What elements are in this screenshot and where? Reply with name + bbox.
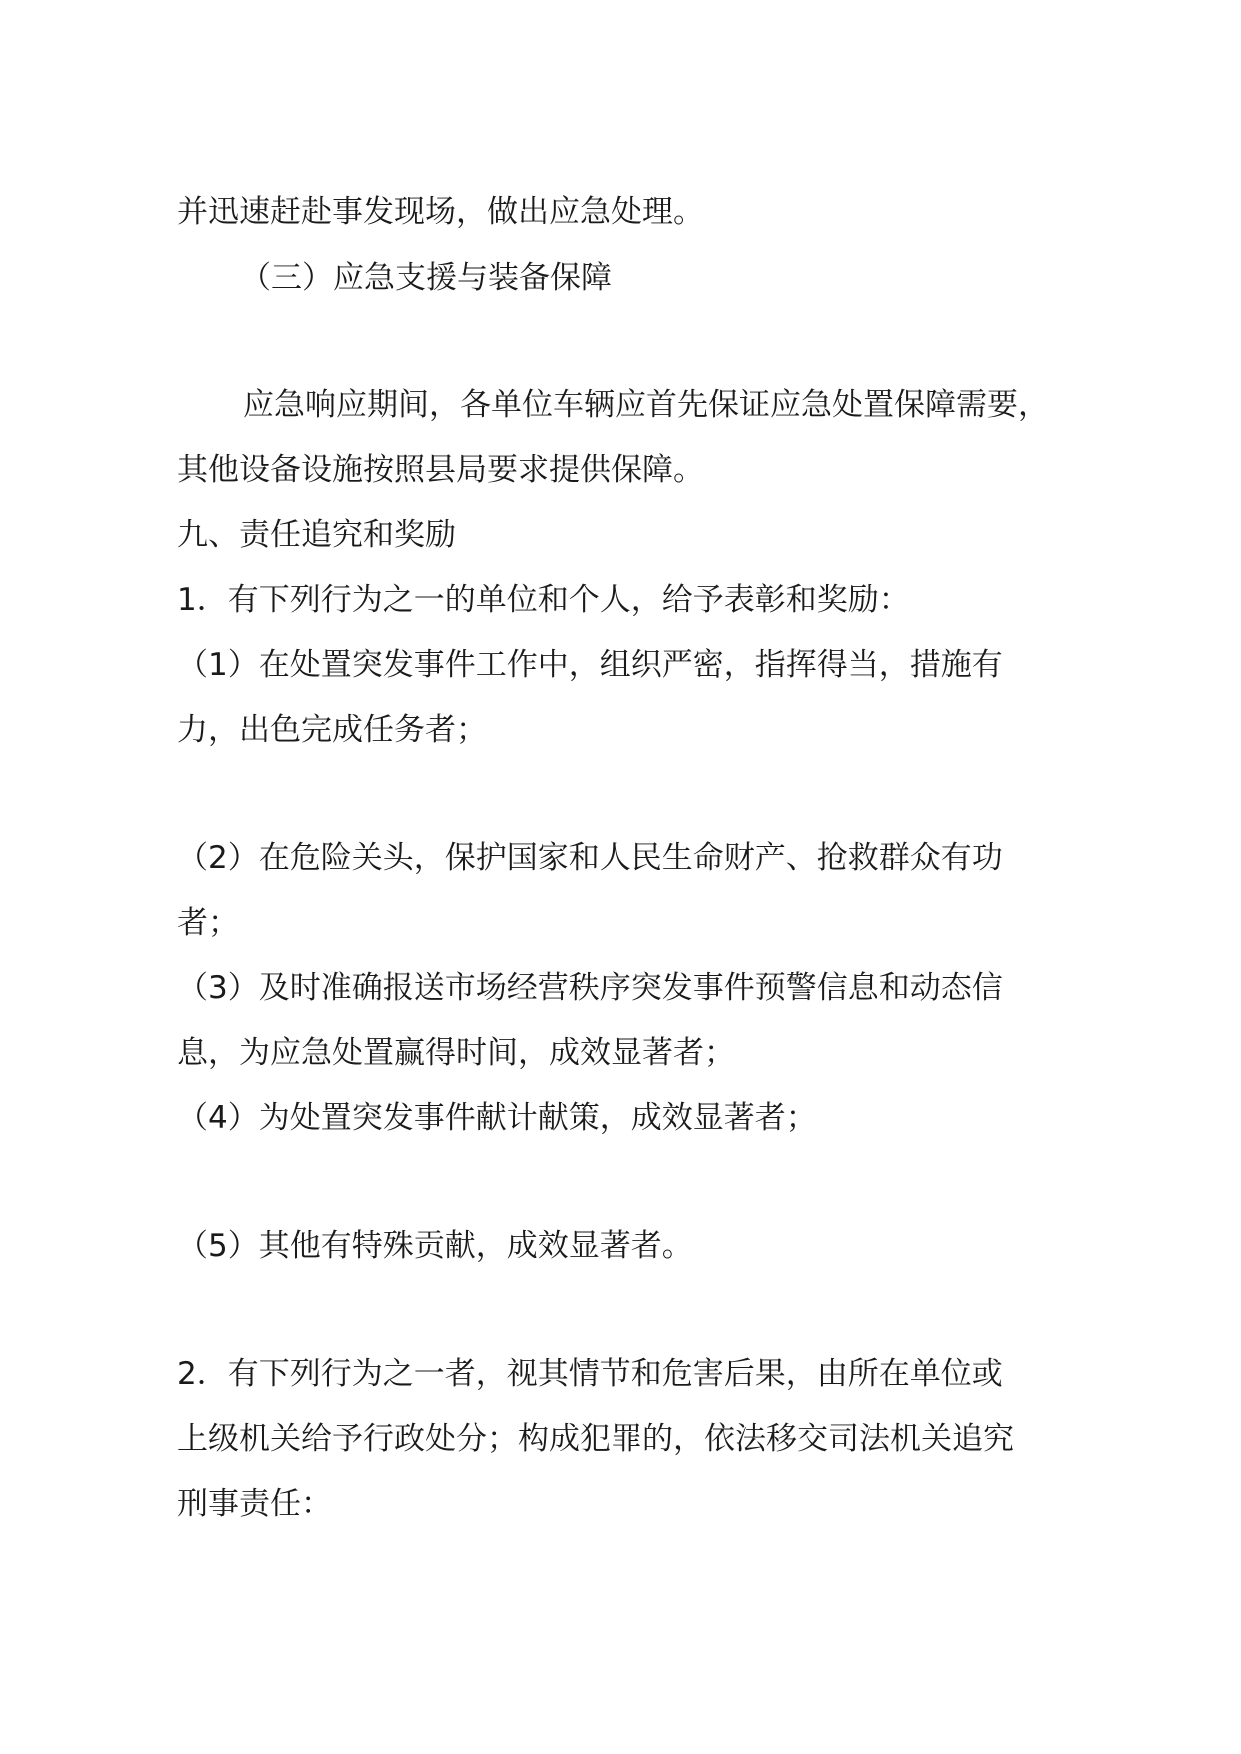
chapter-heading: 九、责任追究和奖励 (177, 517, 456, 553)
list-item: （2）在危险关头，保护国家和人民生命财产、抢救群众有功 (177, 840, 1003, 876)
section-heading: （三）应急支援与装备保障 (240, 260, 612, 296)
list-item: （5）其他有特殊贡献，成效显著者。 (177, 1228, 693, 1264)
text-line: 其他设备设施按照县局要求提供保障。 (177, 452, 704, 488)
text-line: 并迅速赶赴事发现场，做出应急处理。 (177, 194, 704, 230)
text-line: 2．有下列行为之一者，视其情节和危害后果，由所在单位或 (177, 1356, 1003, 1392)
list-item: （3）及时准确报送市场经营秩序突发事件预警信息和动态信 (177, 970, 1003, 1006)
text-line: 者； (177, 905, 239, 941)
text-line: 力，出色完成任务者； (177, 712, 487, 748)
text-line: 上级机关给予行政处分；构成犯罪的，依法移交司法机关追究 (177, 1421, 1014, 1457)
text-line: 应急响应期间，各单位车辆应首先保证应急处置保障需要， (243, 387, 1049, 423)
text-line: 1．有下列行为之一的单位和个人，给予表彰和奖励： (177, 582, 910, 618)
list-item: （4）为处置突发事件献计献策，成效显著者； (177, 1100, 817, 1136)
list-item: （1）在处置突发事件工作中，组织严密，指挥得当，措施有 (177, 647, 1003, 683)
text-line: 刑事责任： (177, 1486, 332, 1522)
text-line: 息，为应急处置赢得时间，成效显著者； (177, 1035, 735, 1071)
